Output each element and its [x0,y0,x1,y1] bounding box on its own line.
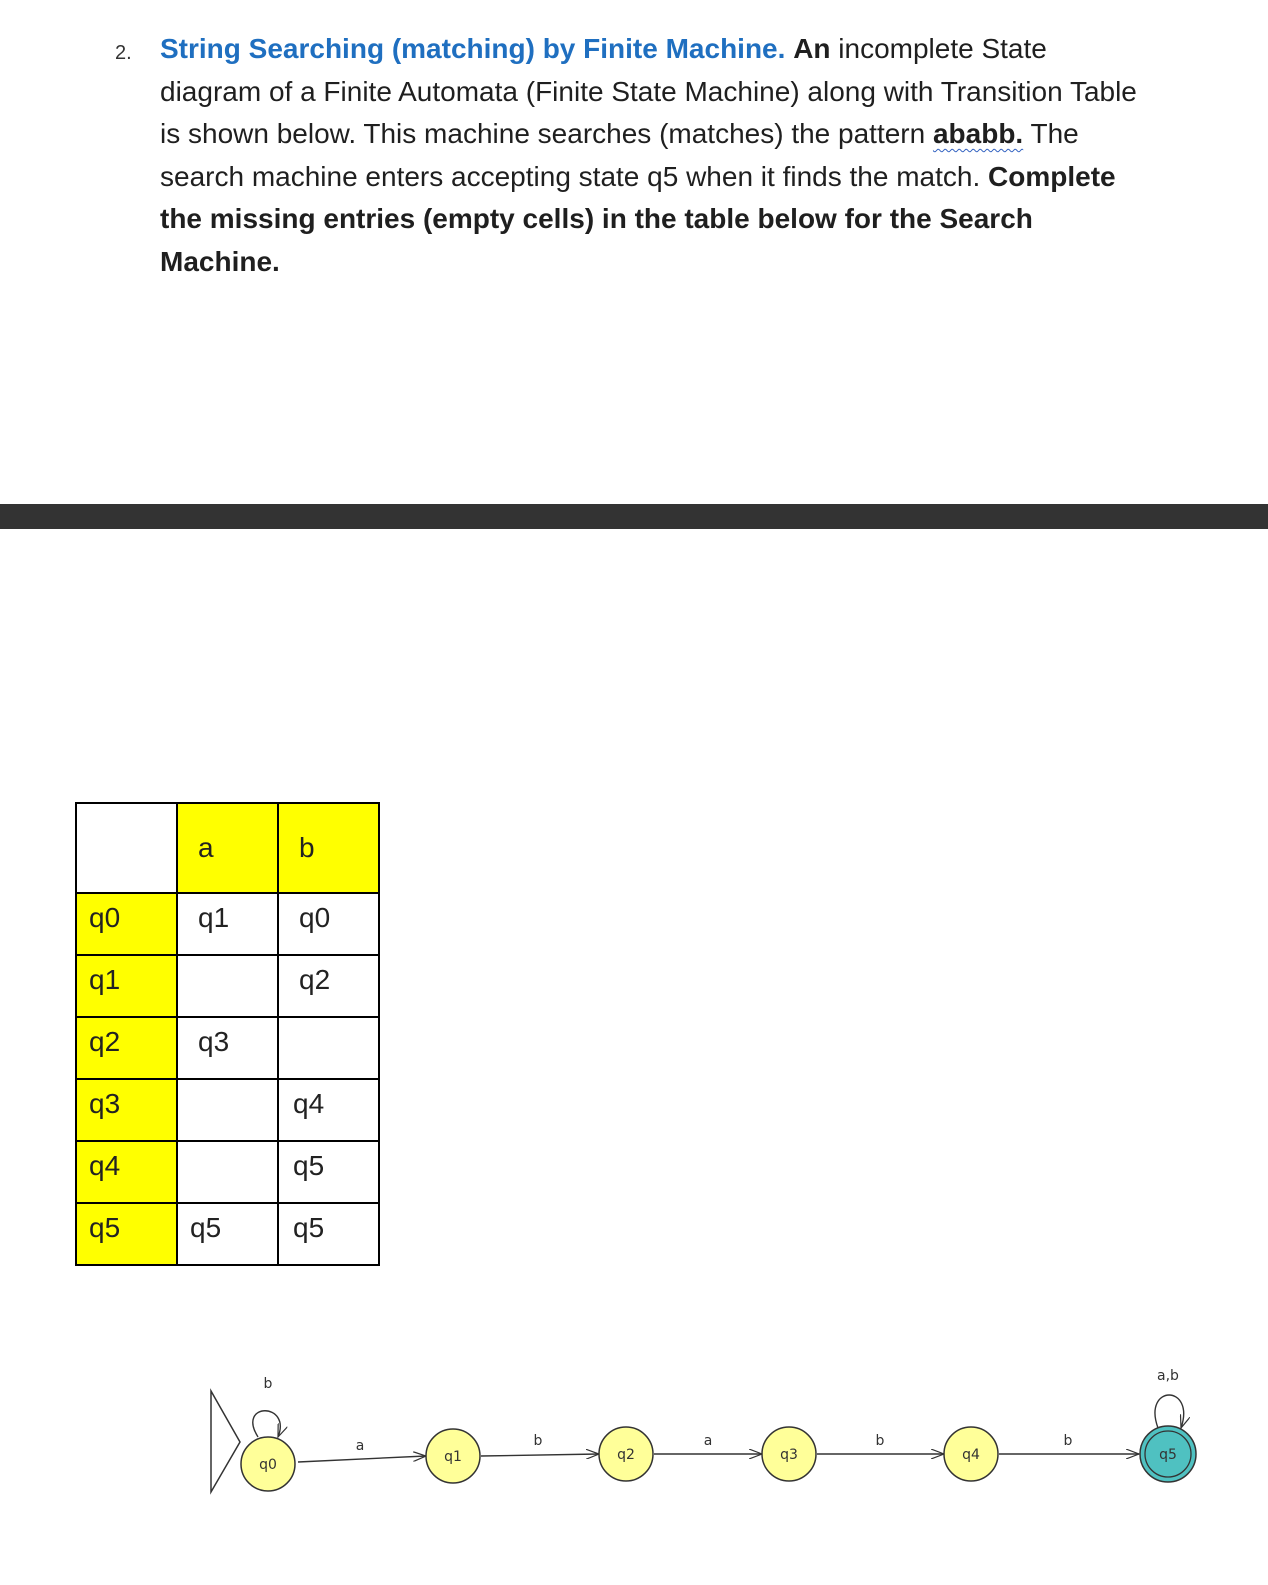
state-q0-label: q0 [259,1457,277,1473]
state-q4 [944,1427,998,1481]
state-q2-label: q2 [617,1447,635,1463]
b-transition-cell: q2 [278,955,379,1017]
a-transition-cell[interactable] [177,1141,278,1203]
state-q5-label: q5 [1159,1447,1177,1463]
a-transition-cell: q1 [177,893,278,955]
page-divider [0,504,1268,529]
question-lead: An [793,33,831,64]
header-b-cell: b [278,803,379,893]
table-row [76,1141,379,1203]
transition-q0-q1 [298,1456,426,1462]
transition-q0-q1-label: a [355,1438,365,1454]
state-q2 [599,1427,653,1481]
question-text-part1: incomplete State diagram of a Finite Automata (Finite State Machine) along with Transition Table is shown below. This machine searches (matches) the pattern [160,33,1137,150]
header-a-cell: a [177,803,278,893]
self-loop-q5-label: a,b [1157,1368,1179,1384]
table-row [76,955,379,1017]
question-number: 2. [115,42,132,64]
question-instruction: Complete the missing entries (empty cells) in the table below for the Search Machine. [160,160,1116,277]
state-cell: q0 [76,893,177,955]
start-state-marker-icon [211,1391,240,1492]
state-diagram [0,1350,1268,1550]
transition-table [75,802,380,1266]
question-text-part2: The search machine enters accepting state q5 when it finds the match. [160,118,1079,192]
state-q3-label: q3 [780,1447,798,1463]
table-row [76,893,379,955]
state-q4-label: q4 [962,1447,980,1463]
b-transition-cell[interactable] [278,1017,379,1079]
state-cell: q1 [76,955,177,1017]
a-transition-cell[interactable] [177,955,278,1017]
question-text [160,28,1140,284]
b-transition-cell: q5 [278,1141,379,1203]
state-q1 [426,1429,480,1483]
state-q3 [762,1427,816,1481]
a-transition-cell: q5 [177,1203,278,1265]
table-header-row [76,803,379,893]
header-corner-cell [76,803,177,893]
self-loop-q0 [253,1411,280,1437]
transition-q4-q5-label: b [1063,1433,1073,1449]
state-q0 [241,1437,295,1491]
pattern-text: ababb. [932,118,1024,150]
a-transition-cell: q3 [177,1017,278,1079]
transition-q2-q3-label: a [703,1433,713,1449]
b-transition-cell: q5 [278,1203,379,1265]
table-row [76,1017,379,1079]
question-title: String Searching (matching) by Finite Machine. [160,33,786,64]
transition-q3-q4-label: b [875,1433,885,1449]
state-cell: q2 [76,1017,177,1079]
state-cell: q4 [76,1141,177,1203]
state-q1-label: q1 [444,1449,462,1465]
state-cell: q3 [76,1079,177,1141]
state-cell: q5 [76,1203,177,1265]
state-q5-accepting [1140,1426,1196,1482]
b-transition-cell: q4 [278,1079,379,1141]
transition-q1-q2-label: b [533,1433,543,1449]
transition-q1-q2 [481,1454,599,1456]
a-transition-cell[interactable] [177,1079,278,1141]
table-row [76,1079,379,1141]
table-row [76,1203,379,1265]
b-transition-cell: q0 [278,893,379,955]
self-loop-q0-label: b [263,1376,273,1392]
self-loop-q5 [1155,1395,1184,1428]
